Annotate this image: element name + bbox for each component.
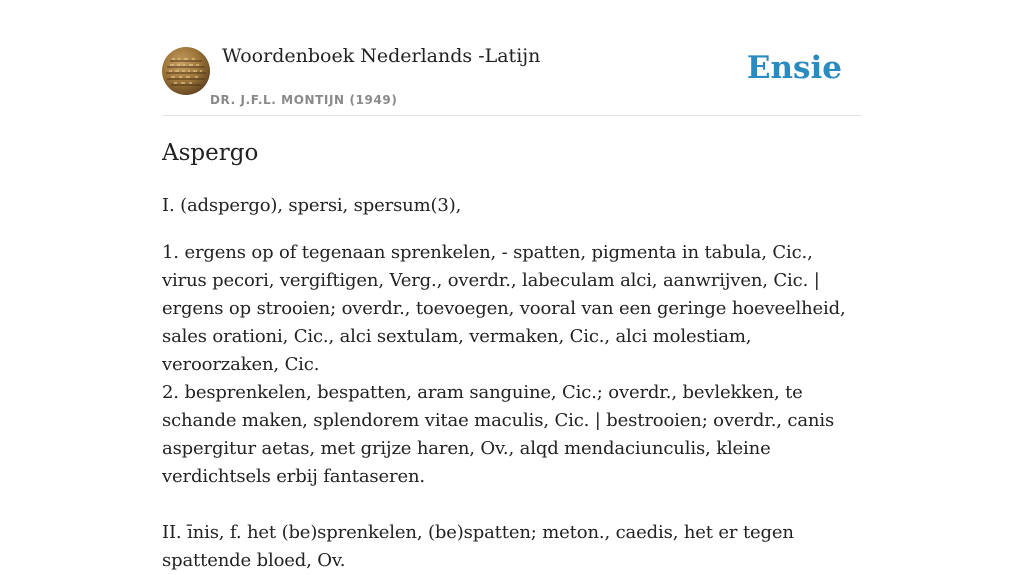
entry-body <box>162 192 862 575</box>
paragraph-spacer <box>162 491 862 519</box>
latin-inscription-coin-icon[interactable] <box>162 47 210 95</box>
entry-section-2: II. īnis, f. het (be)sprenkelen, (be)spatten; meton., caedis, het er tegen spattende bloed, Ov. <box>162 522 794 571</box>
entry-intro: I. (adspergo), spersi, spersum(3), <box>162 195 462 216</box>
brand-logo[interactable]: Ensie <box>746 50 842 86</box>
entry-sense-1: 1. ergens op of tegenaan sprenkelen, - spatten, pigmenta in tabula, Cic., virus pecori, vergiftigen, Verg., overdr., labeculam alci, aanwrijven, Cic. | ergens op strooien; overdr., toevoegen, vooral van een geringe hoeveelheid, sales orationi, Cic., alci sextulam, vermaken, Cic., alci molestiam, veroorzaken, Cic. <box>162 242 846 375</box>
book-header <box>162 0 862 116</box>
book-title[interactable]: Woordenboek Nederlands -Latijn <box>222 45 541 67</box>
book-author[interactable]: DR. J.F.L. MONTIJN (1949) <box>210 93 398 107</box>
entry-sense-2: 2. besprenkelen, bespatten, aram sanguine, Cic.; overdr., bevlekken, te schande maken, splendorem vitae maculis, Cic. | bestrooien; overdr., canis aspergitur aetas, met grijze haren, Ov., alqd mendaciunculis, kleine verdichtsels erbij fantaseren. <box>162 382 835 487</box>
entry-title: Aspergo <box>162 140 259 166</box>
page-container <box>162 0 862 571</box>
